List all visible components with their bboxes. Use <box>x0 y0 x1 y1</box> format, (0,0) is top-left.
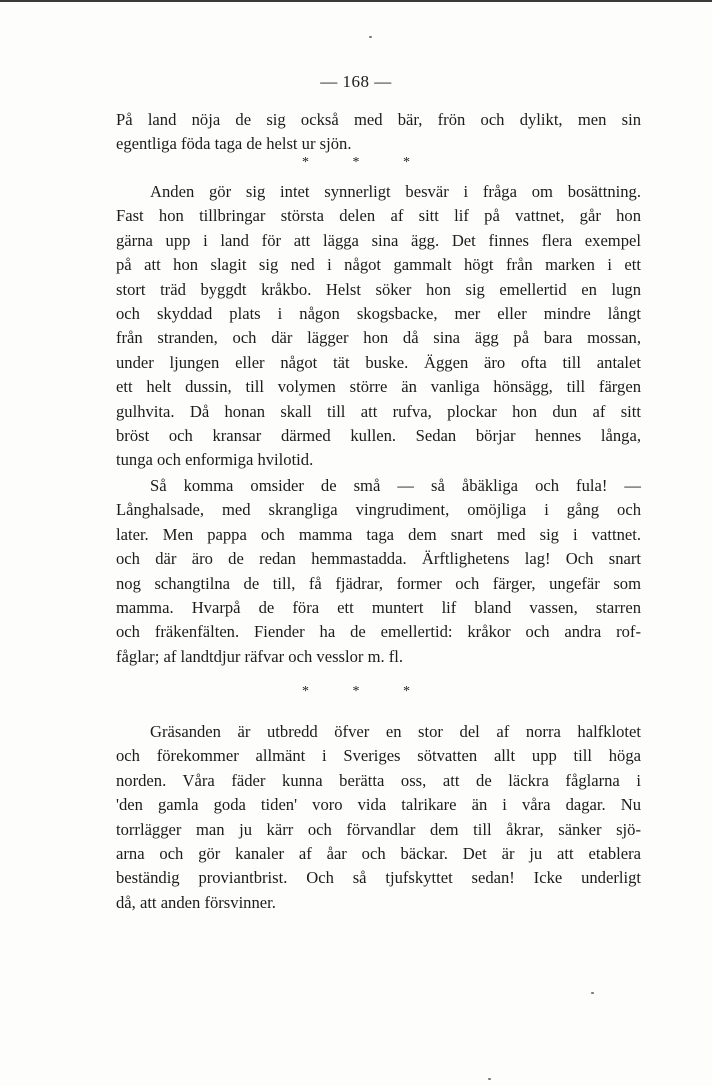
text-line: och där äro de redan hemmastadda. Ärftlighetens lag! Och snart <box>116 549 641 569</box>
text-line: egentliga föda taga de helst ur sjön. <box>116 134 352 154</box>
text-line: tunga och enformiga hvilotid. <box>116 450 314 470</box>
text-line: Gräsanden är utbredd öfver en stor del af norra halfklotet <box>150 722 641 741</box>
separator-stars: * * * <box>302 155 410 170</box>
text-line: stort träd byggdt kråkbo. Helst söker hon sig emellertid en lugn <box>116 279 641 299</box>
text-line: från stranden, och där lägger hon då sina ägg på bara mossan, <box>116 328 641 348</box>
text-line: later. Men pappa och mamma taga dem snart med sig i vattnet. <box>116 524 641 544</box>
text-line: fåglar; af landtdjur räfvar och vesslor m. fl. <box>116 646 404 666</box>
text-line: På land nöja de sig också med bär, frön och dylikt, men sin <box>116 110 641 129</box>
separator-stars: * * * <box>302 684 410 699</box>
text-line: Så komma omsider de små — så åbäkliga och fula! — <box>150 476 641 495</box>
text-line: då, att anden försvinner. <box>116 892 276 912</box>
section-separator <box>0 157 712 169</box>
text-line: mamma. Hvarpå de föra ett muntert lif bland vassen, starren <box>116 597 641 617</box>
text-line: torrlägger man ju kärr och förvandlar dem till åkrar, sänker sjö- <box>116 819 641 839</box>
text-line: under ljungen eller något tät buske. Äggen äro ofta till antalet <box>116 352 641 372</box>
text-line: Långhalsade, med skrangliga vingrudiment, omöjliga i gång och <box>116 500 641 520</box>
text-line: Fast hon tillbringar största delen af sitt lif på vattnet, går hon <box>116 206 641 226</box>
text-line: och skyddad plats i någon skogsbacke, mer eller mindre långt <box>116 303 641 323</box>
text-line: gärna upp i land för att lägga sina ägg. Det finnes flera exempel <box>116 230 641 250</box>
paragraph-3 <box>116 474 641 669</box>
section-separator <box>0 686 712 698</box>
page-number: — 168 — <box>320 72 392 91</box>
text-line: norden. Våra fäder kunna berätta oss, att de läckra fåglarna i <box>116 770 641 790</box>
text-line: och förekommer allmänt i Sveriges sötvatten allt upp till höga <box>116 746 641 766</box>
text-line: ett helt dussin, till volymen större än vanliga hönsägg, till färgen <box>116 377 641 397</box>
text-line: bröst och kransar därmed kullen. Sedan börjar hennes långa, <box>116 425 641 445</box>
text-line: 'den gamla goda tiden' voro vida talrikare än i våra dagar. Nu <box>116 795 641 815</box>
text-line: beständig proviantbrist. Och så tjufskyttet sedan! Icke underligt <box>116 868 641 888</box>
top-border-line <box>0 0 712 2</box>
text-line: och fräkenfälten. Fiender ha de emellertid: kråkor och andra rof- <box>116 622 641 642</box>
paragraph-4 <box>116 720 641 915</box>
text-line: på att hon slagit sig ned i något gammalt högt från marken i ett <box>116 255 641 275</box>
scan-speck <box>488 1078 491 1080</box>
text-line: arna och gör kanaler af åar och bäckar. Det är ju att etablera <box>116 843 641 863</box>
text-line: gulhvita. Då honan skall till att rufva, plockar hon dun af sitt <box>116 401 641 421</box>
scan-speck <box>369 36 372 38</box>
paragraph-2 <box>116 180 641 473</box>
scan-speck <box>591 992 594 994</box>
text-line: Anden gör sig intet synnerligt besvär i fråga om bosättning. <box>150 182 641 201</box>
paragraph-1 <box>116 108 641 157</box>
text-line: nog schangtilna de till, få fjädrar, former och färger, ungefär som <box>116 573 641 593</box>
